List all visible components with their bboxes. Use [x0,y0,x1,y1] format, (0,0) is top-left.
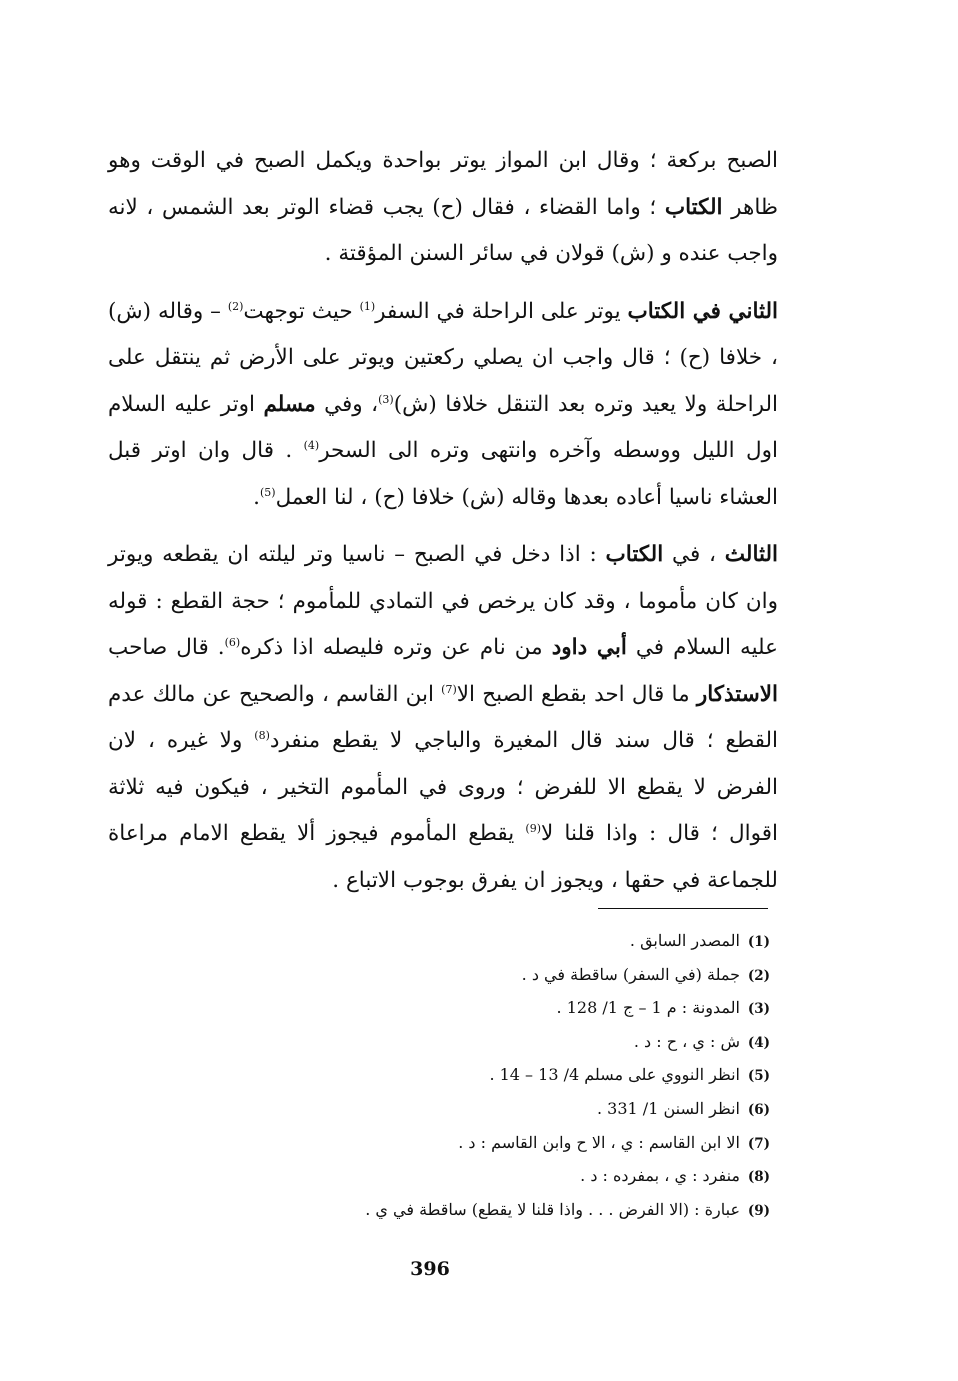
footnote-8 [200,1160,770,1194]
paragraph-1 [108,138,778,278]
text-run: ابن القاسم ، والصحيح عن مالك عدم القطع ؛ قال سند قال المغيرة والباجي لا يقطع منفرد [108,681,778,753]
text-run: . قال صاحب [108,635,225,660]
footnote-text: جملة (في السفر) ساقطة في د . [521,964,740,984]
footnote-ref: (5) [259,485,276,499]
bold-term: مسلم [263,391,316,417]
bold-term: الثاني في الكتاب [627,298,779,324]
footnote-number: (8) [747,1169,770,1186]
footnote-ref: (8) [254,728,270,742]
footnote-ref: (4) [303,438,320,452]
footnote-number: (9) [747,1202,770,1219]
footnote-number: (3) [747,1001,770,1018]
footnote-6 [200,1093,770,1127]
footnote-text: المدونة : م 1 – ج 1/ 128 . [556,998,740,1018]
footnote-separator [598,908,768,909]
text-run: من نام عن وتره فليصله اذا ذكره [240,635,552,660]
footnote-text: منفرد : ي ، بمفرده : د . [580,1166,740,1186]
paragraph-3 [108,532,778,904]
text-run: الصبح بركعة ؛ وقال ابن المواز يوتر بواحدة ويكمل الصبح في الوقت وهو ظاهر [108,148,778,220]
footnote-1 [200,925,770,959]
footnote-number: (5) [747,1068,770,1085]
text-run: ؛ واما القضاء ، فقال (ح) يجب قضاء الوتر بعد الشمس ، لانه واجب عنده و (ش) قولان في سائر السنن المؤقتة . [108,194,778,266]
footnote-5 [200,1059,770,1093]
footnote-ref: (7) [441,682,457,696]
footnote-2 [200,959,770,993]
footnote-ref: (3) [378,392,394,406]
text-run: . [253,484,260,510]
text-run: . قال وان اوتر قبل العشاء ناسيا أعاده بعدها وقاله (ش) خلافا (ح) ، لنا العمل [108,438,778,510]
bold-term: الثالث [724,542,779,567]
footnote-ref: (9) [525,821,541,835]
paragraph-2 [108,289,778,522]
footnotes [200,925,770,1227]
text-run: ، في [663,542,725,567]
bold-term: أبي داود [551,635,627,660]
main-text [108,138,778,904]
footnote-number: (4) [747,1034,770,1051]
text-run: يوتر على الراحلة في السفر [375,298,628,324]
footnote-text: الا ابن القاسم : ي ، الا ح وابن القاسم : د . [458,1132,740,1152]
footnote-number: (7) [747,1135,770,1152]
footnote-text: انظر النووي على مسلم 4/ 13 – 14 . [489,1065,740,1085]
footnote-3 [200,992,770,1026]
text-run: حيث توجهت [243,298,360,324]
text-run: ولا غيره ، لان الفرض لا يقطع الا للفرض ؛ وروى في المأموم التخير ، فيكون فيه ثلاثة اقوال ؛ قال : واذا قلنا لا [108,728,778,846]
text-run: – وقاله (ش) ، خلافا (ح) ؛ قال واجب ان يصلي ركعتين ويوتر على الأرض ثم ينتقل على الراحلة ولا يعيد وتره بعد التنقل خلافا (ش) [108,298,778,417]
bold-term: الاستذكار [696,681,779,707]
bold-term: الكتاب [605,542,664,567]
footnote-text: عبارة : (الا الفرض . . . واذا قلنا لا يقطع) ساقطة في ي . [365,1199,740,1219]
footnote-text: المصدر السابق . [629,931,740,950]
text-run: يقطع المأموم فيجوز ألا يقطع الامام مراعاة للجماعة في حقها ، ويجوز ان يفرق بوجوب الاتباع . [108,821,778,893]
footnote-text: انظر السنن 1/ 331 . [596,1098,740,1118]
text-run: ما قال احد بقطع الصبح الا [456,681,697,707]
footnote-number: (2) [747,967,770,984]
text-run: : اذا دخل في الصبح – ناسيا وتر ليلته ان يقطعه ويوتر وان كان مأموما ، وقد كان يرخص في التمادي للمأموم ؛ حجة القطع : قوله عليه السلام في [108,542,778,660]
footnote-number: (1) [747,934,770,950]
footnote-ref: (6) [224,635,241,649]
bold-term: الكتاب [664,194,723,220]
footnote-text: ش : ي ، ح : د . [633,1031,740,1051]
text-run: ، وفي [315,391,379,417]
footnote-9 [200,1194,770,1228]
footnote-ref: (1) [359,299,376,313]
footnote-ref: (2) [227,299,244,313]
text-run: اوتر عليه السلام اول الليل ووسطه وآخره وانتهى وتره الى السحر [108,391,778,463]
footnote-4 [200,1026,770,1060]
footnote-number: (6) [747,1101,770,1118]
footnote-7 [200,1127,770,1161]
page-number: 396 [410,1258,450,1280]
